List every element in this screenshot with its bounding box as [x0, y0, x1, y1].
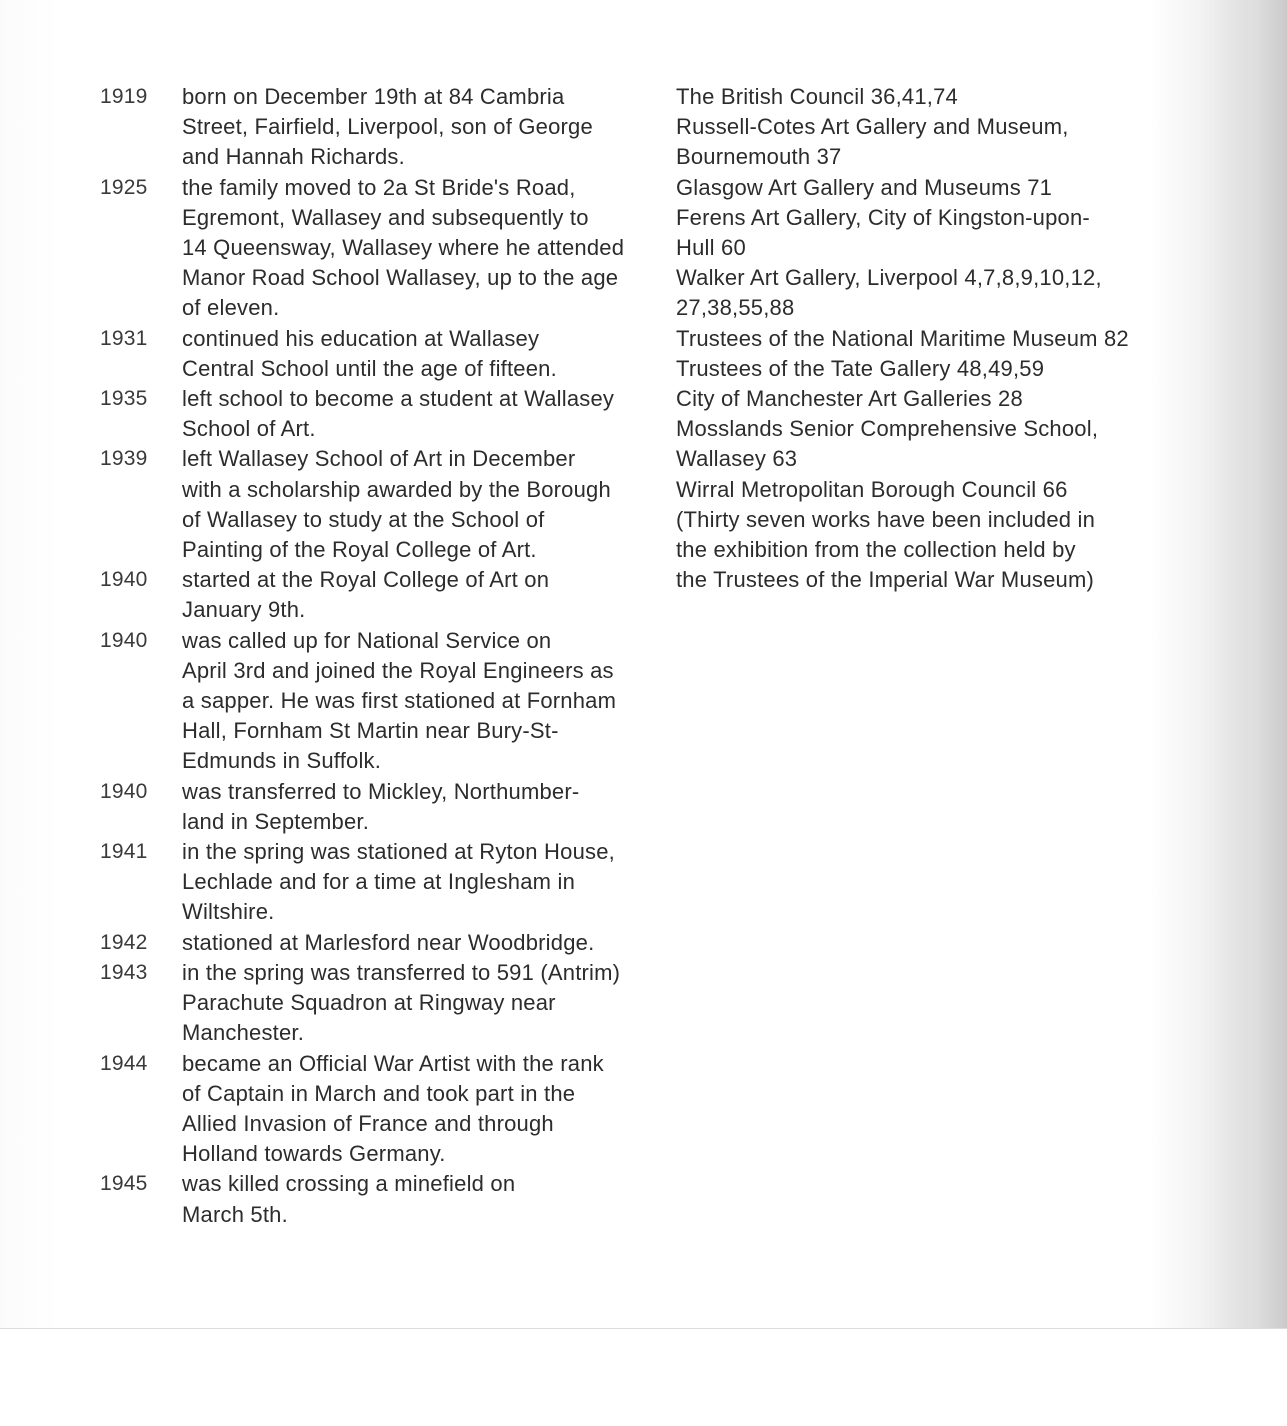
chronology-entry: [100, 928, 675, 958]
lender-note: (Thirty seven works have been included in the exhibition from the collection held by the Trustees of the Imperial War Museum): [676, 506, 1096, 593]
lender-item: Walker Art Gallery, Liverpool 4,7,8,9,10,12, 27,38,55,88: [676, 265, 1102, 321]
chronology-entry: [100, 444, 675, 565]
lender-item: Ferens Art Gallery, City of Kingston-upon- Hull 60: [676, 204, 1090, 261]
chronology-entry: [100, 837, 675, 928]
entry-year: 1940: [100, 628, 148, 652]
lender-item: The British Council 36,41,74: [676, 84, 958, 109]
chronology-entry: [100, 324, 675, 384]
lenders-column: [676, 82, 1176, 595]
chronology-entry: [100, 173, 675, 324]
chronology-entry: [100, 565, 675, 625]
entry-year: 1940: [100, 568, 148, 592]
chronology-entry: [100, 626, 675, 777]
entry-text: in the spring was stationed at Ryton House, Lechlade and for a time at Inglesham in Wiltshire.: [182, 839, 615, 925]
page-fold-shadow: [1257, 0, 1287, 1328]
entry-text: was called up for National Service on April 3rd and joined the Royal Engineers as a sapper. He was first stationed at Fornham Hall, Fornham St Martin near Bury-St- Edmunds in Suffolk.: [182, 627, 617, 774]
lender-item: Trustees of the Tate Gallery 48,49,59: [676, 355, 1045, 381]
entry-text: left school to become a student at Wallasey School of Art.: [182, 386, 615, 442]
lender-item: Russell-Cotes Art Gallery and Museum, Bournemouth 37: [676, 114, 1069, 170]
entry-year: 1931: [100, 326, 148, 350]
lender-item: Mosslands Senior Comprehensive School, Wallasey 63: [676, 416, 1099, 472]
entry-text: was killed crossing a minefield on March 5th.: [182, 1171, 516, 1227]
entry-year: 1939: [100, 447, 148, 471]
entry-year: 1940: [100, 779, 148, 803]
lender-item: Glasgow Art Gallery and Museums 71: [676, 174, 1053, 200]
chronology-entry: [100, 82, 675, 173]
entry-text: left Wallasey School of Art in December with a scholarship awarded by the Borough of Wallasey to study at the School of Painting of the Royal College of Art.: [182, 446, 611, 563]
entry-text: born on December 19th at 84 Cambria Street, Fairfield, Liverpool, son of George and Hannah Richards.: [182, 84, 593, 170]
entry-text: became an Official War Artist with the rank of Captain in March and took part in the Allied Invasion of France and through Holland towards Germany.: [182, 1050, 604, 1167]
chronology-entry: [100, 384, 675, 444]
chronology-entry: [100, 958, 675, 1049]
lender-item: Wirral Metropolitan Borough Council 66: [676, 476, 1068, 502]
entry-year: 1935: [100, 387, 148, 411]
chronology-column: [100, 82, 675, 1230]
entry-year: 1945: [100, 1172, 148, 1196]
chronology-entry: [100, 1169, 675, 1229]
entry-text: in the spring was transferred to 591 (Antrim) Parachute Squadron at Ringway near Manchester.: [182, 959, 621, 1046]
entry-text: was transferred to Mickley, Northumber- land in September.: [182, 778, 580, 834]
entry-year: 1919: [100, 85, 148, 108]
entry-year: 1941: [100, 840, 148, 864]
chronology-entry: [100, 777, 675, 837]
entry-text: started at the Royal College of Art on January 9th.: [182, 567, 550, 623]
lender-item: Trustees of the National Maritime Museum 82: [676, 325, 1129, 351]
entry-text: the family moved to 2a St Bride's Road, Egremont, Wallasey and subsequently to 14 Queensway, Wallasey where he attended Manor Road School Wallasey, up to the age of eleven.: [182, 174, 625, 321]
entry-year: 1944: [100, 1051, 148, 1075]
entry-year: 1942: [100, 930, 148, 954]
entry-year: 1925: [100, 175, 148, 199]
lender-item: City of Manchester Art Galleries 28: [676, 386, 1023, 412]
entry-text: stationed at Marlesford near Woodbridge.: [182, 929, 595, 955]
chronology-entry: [100, 1049, 675, 1170]
entry-text: continued his education at Wallasey Central School until the age of fifteen.: [182, 325, 557, 381]
entry-year: 1943: [100, 960, 148, 984]
